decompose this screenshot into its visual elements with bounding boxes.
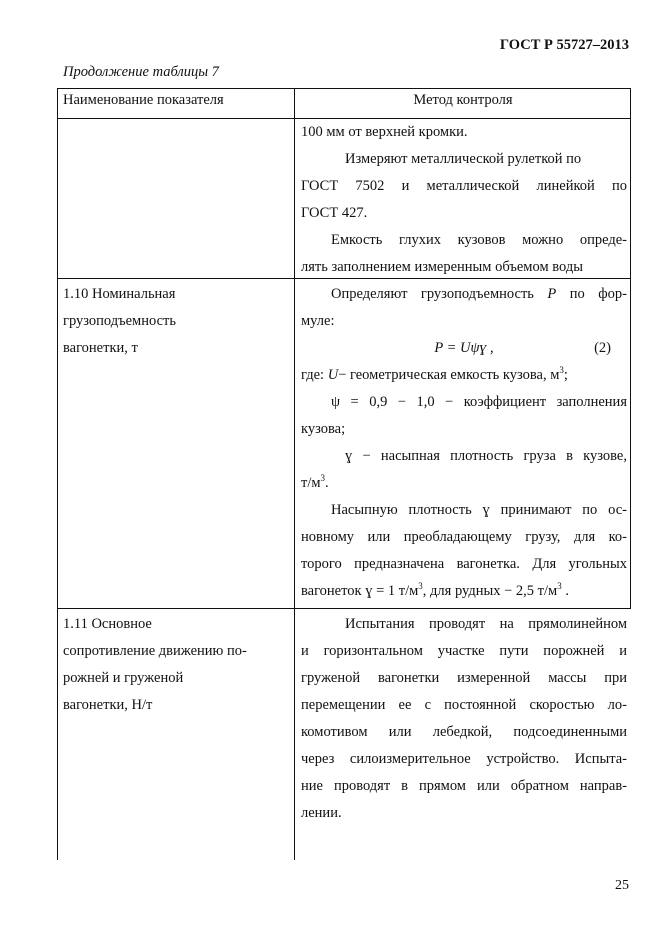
- text-line: кузова;: [301, 421, 346, 437]
- text-line: [301, 365, 627, 392]
- text-line: [301, 473, 627, 500]
- method-cell: [301, 122, 627, 284]
- text-line: Испытания проводят на прямолинейном: [345, 616, 627, 632]
- text-line: ɣ − насыпная плотность груза в кузове,: [345, 448, 627, 464]
- header-indicator-name: Наименование показателя: [63, 92, 224, 108]
- text-line: ГОСТ 7502 и металлической линейкой по: [301, 178, 627, 194]
- text-fragment: вагонеток ɣ = 1 т/м: [301, 583, 419, 599]
- method-cell: [301, 614, 627, 830]
- table-border-right: [630, 88, 631, 608]
- text-line: Емкость глухих кузовов можно опреде-: [331, 232, 627, 248]
- text-line: лять заполнением измеренным объемом воды: [301, 259, 583, 275]
- superscript: 3: [557, 581, 562, 591]
- variable-p: P: [547, 286, 557, 302]
- text-line: вагонетки, Н/т: [63, 697, 153, 713]
- text-fragment: т/м: [301, 475, 321, 491]
- text-fragment: − геометрическая емкость кузова, м: [338, 367, 560, 383]
- text-fragment: ;: [563, 367, 568, 383]
- text-line: [301, 284, 627, 311]
- indicator-cell: [63, 284, 293, 365]
- variable-u: U: [327, 367, 339, 383]
- text-line: 100 мм от верхней кромки.: [301, 124, 468, 140]
- text-fragment: , для рудных − 2,5 т/м: [422, 583, 558, 599]
- superscript: 3: [418, 581, 423, 591]
- text-fragment: где:: [301, 367, 325, 383]
- text-line: муле:: [301, 313, 335, 329]
- text-fragment: по фор-: [569, 286, 627, 302]
- row-divider-2: [57, 608, 631, 609]
- text-line: и горизонтальном участке пути порожней и: [301, 643, 627, 659]
- text-line: через силоизмерительное устройство. Испыта-: [301, 751, 627, 767]
- text-line: 1.10 Номинальная: [63, 286, 176, 302]
- column-divider: [294, 88, 295, 860]
- doc-code: ГОСТ Р 55727–2013: [499, 37, 629, 53]
- text-line: 1.11 Основное: [63, 616, 152, 632]
- table-border-top: [57, 88, 631, 89]
- text-line: лении.: [301, 805, 342, 821]
- text-line: новному или преобладающему грузу, для ко-: [301, 529, 627, 545]
- text-line: [301, 581, 627, 608]
- method-cell: [301, 284, 627, 608]
- table-border-left: [57, 88, 58, 860]
- header-control-method: Метод контроля: [413, 92, 513, 108]
- indicator-cell: [63, 614, 293, 722]
- text-line: ГОСТ 427.: [301, 205, 368, 221]
- text-line: перемещении ее с постоянной скоростью ло-: [301, 697, 627, 713]
- formula-line: [301, 338, 627, 365]
- text-line: ние проводят в прямом или обратном направ-: [301, 778, 627, 794]
- text-fragment: .: [561, 583, 569, 599]
- text-line: грузоподъемность: [63, 313, 176, 329]
- formula: P = Uψɣ ,: [434, 340, 494, 356]
- superscript: 3: [320, 473, 326, 483]
- header-divider: [57, 118, 631, 119]
- text-fragment: .: [325, 475, 329, 491]
- text-line: ψ = 0,9 − 1,0 − коэффициент заполнения: [331, 394, 627, 410]
- formula-number: (2): [594, 340, 611, 356]
- text-line: Измеряют металлической рулеткой по: [345, 151, 582, 167]
- table-caption: Продолжение таблицы 7: [63, 64, 219, 80]
- text-line: комотивом или лебедкой, подсоединенными: [301, 724, 627, 740]
- text-line: торого предназначена вагонетка. Для угольных: [301, 556, 627, 572]
- page-number: 25: [615, 878, 629, 893]
- text-line: груженой вагонетки измеренной массы при: [301, 670, 627, 686]
- text-line: вагонетки, т: [63, 340, 138, 356]
- text-line: рожней и груженой: [63, 670, 184, 686]
- superscript: 3: [559, 365, 564, 375]
- control-methods-table: [57, 88, 631, 860]
- text-fragment: Определяют грузоподъемность: [331, 286, 534, 302]
- text-line: сопротивление движению по-: [63, 643, 247, 659]
- text-line: Насыпную плотность ɣ принимают по ос-: [331, 502, 627, 518]
